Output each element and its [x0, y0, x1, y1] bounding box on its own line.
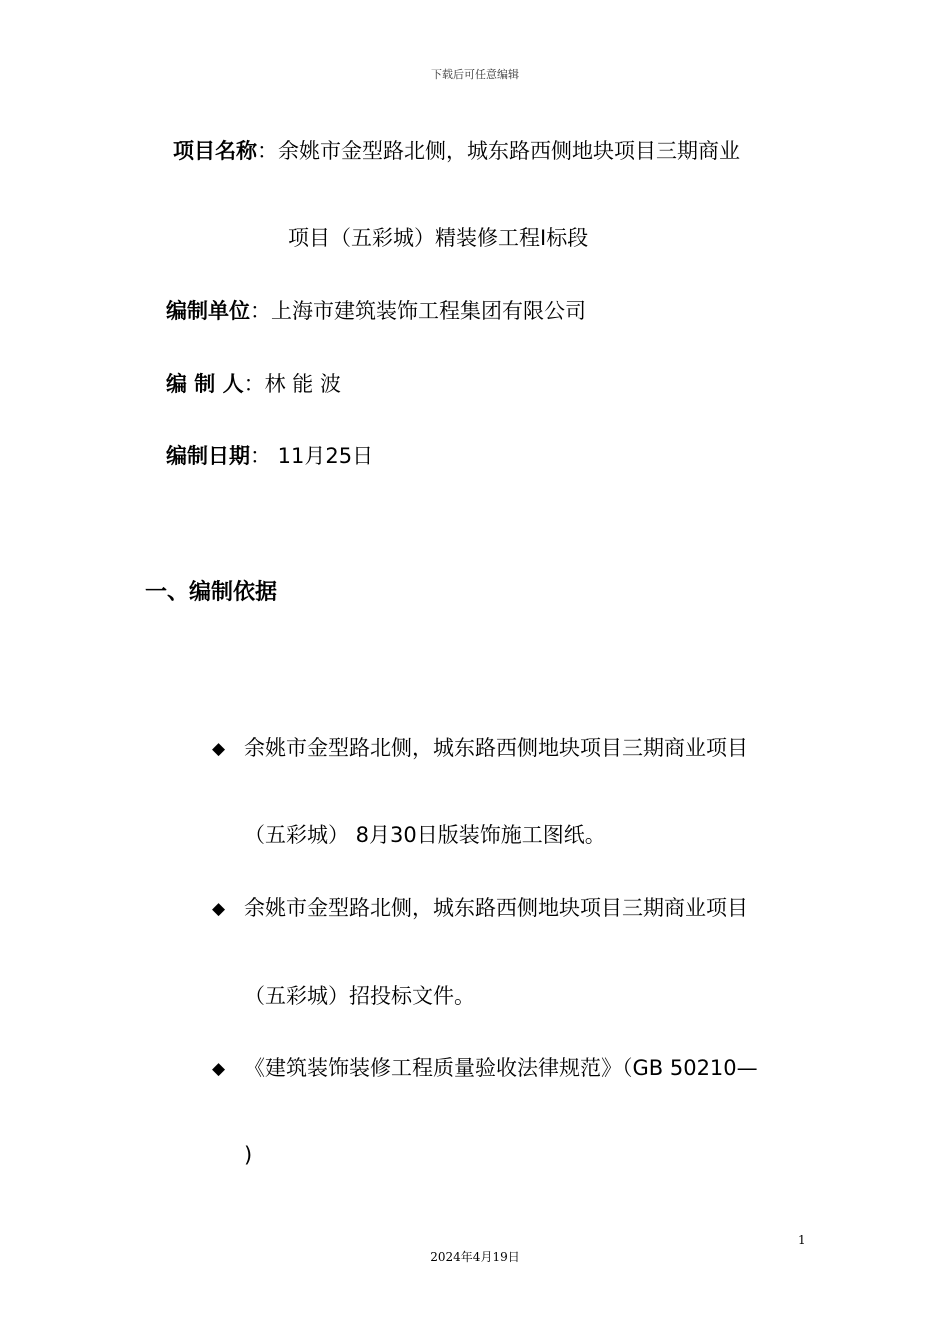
- project-name-row: [173, 137, 740, 165]
- author-colon: ：: [243, 372, 265, 396]
- page-number: 1: [798, 1233, 806, 1247]
- header-note: 下载后可任意编辑: [431, 68, 519, 81]
- date-colon: ：: [250, 444, 271, 468]
- project-name-colon: ：: [257, 139, 278, 163]
- list-item-line1: 《建筑装饰装修工程质量验收法律规范》（GB 50210—: [244, 1056, 758, 1080]
- section-title: 一、编制依据: [145, 580, 278, 605]
- bullet-diamond-icon: ◆: [212, 739, 226, 759]
- project-name-label: 项目名称: [173, 139, 257, 163]
- date-label: 编制日期: [166, 444, 250, 468]
- date-value: 11月25日: [271, 444, 374, 468]
- date-row: [166, 442, 373, 470]
- bullet-diamond-icon: ◆: [212, 1059, 226, 1079]
- list-item-line2: （五彩城） 8月30日版装饰施工图纸。: [244, 823, 606, 847]
- bullet-diamond-icon: ◆: [212, 899, 226, 919]
- author-label: 编 制 人: [166, 372, 244, 396]
- author-value: 林 能 波: [264, 372, 341, 396]
- list-item-line2: ): [244, 1143, 253, 1167]
- list-item-line2: （五彩城）招投标文件。: [244, 984, 475, 1008]
- footer-date: 2024年4月19日: [430, 1250, 520, 1264]
- list-item-line1: 余姚市金型路北侧，城东路西侧地块项目三期商业项目: [244, 736, 748, 760]
- list-item-line1: 余姚市金型路北侧，城东路西侧地块项目三期商业项目: [244, 896, 748, 920]
- unit-colon: ：: [250, 299, 271, 323]
- author-row: [166, 370, 341, 398]
- project-name-line1: 余姚市金型路北侧，城东路西侧地块项目三期商业: [278, 139, 740, 163]
- project-name-line2: 项目（五彩城）精装修工程Ⅰ标段: [288, 226, 589, 250]
- unit-label: 编制单位: [166, 299, 250, 323]
- unit-row: [166, 297, 586, 325]
- unit-value: 上海市建筑装饰工程集团有限公司: [271, 299, 586, 323]
